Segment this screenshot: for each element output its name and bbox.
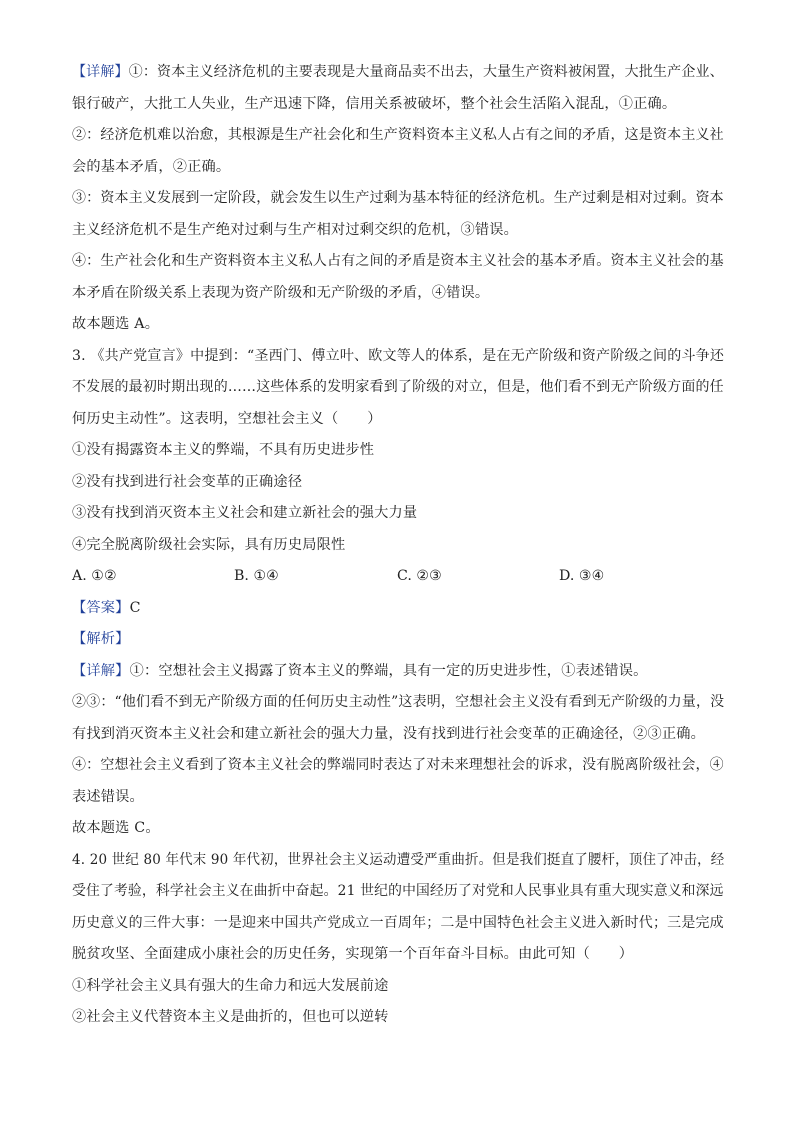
statement-2: ②没有找到进行社会变革的正确途径	[72, 474, 303, 490]
paragraph-line: ③：资本主义发展到一定阶段，就会发生以生产过剩为基本特征的经济危机。生产过剩是相对过剩。资本	[72, 190, 724, 206]
question-3-stem: 3. 《共产党宣言》中提到：“圣西门、傅立叶、欧文等人的体系，是在无产阶级和资产阶级之间的斗争还	[72, 348, 725, 364]
conclusion-line: 故本题选 A。	[72, 316, 160, 332]
statement-1: ①科学社会主义具有强大的生命力和远大发展前途	[72, 978, 389, 994]
paragraph-line	[72, 661, 724, 681]
conclusion-line: 故本题选 C。	[72, 820, 160, 836]
question-3-stem: 不发展的最初时期出现的……这些体系的发明家看到了阶级的对立，但是，他们看不到无产阶级方面的任	[72, 379, 724, 395]
statement-3: ③没有找到消灭资本主义社会和建立新社会的强大力量	[72, 505, 418, 521]
analysis-tag: 【解析】	[72, 631, 130, 647]
question-4-stem: 脱贫攻坚、全面建成小康社会的历史任务，实现第一个百年奋斗目标。由此可知（ ）	[72, 946, 634, 962]
paragraph-line: 主义经济危机不是生产绝对过剩与生产相对过剩交织的危机，③错误。	[72, 222, 519, 238]
option-a: A. ①②	[72, 568, 117, 584]
question-3-stem: 何历史主动性”。这表明，空想社会主义（ ）	[72, 411, 382, 427]
statement-1: ①没有揭露资本主义的弊端，不具有历史进步性	[72, 442, 375, 458]
statement-4: ④完全脱离阶级社会实际，具有历史局限性	[72, 537, 346, 553]
answer-line	[72, 598, 724, 618]
text-run: ①：资本主义经济危机的主要表现是大量商品卖不出去，大量生产资料被闲置，大批生产企业、	[128, 64, 724, 80]
paragraph-line: 本矛盾在阶级关系上表现为资产阶级和无产阶级的矛盾，④错误。	[72, 285, 490, 301]
answer-tag: 【答案】	[72, 600, 130, 616]
detail-tag: 【详解】	[72, 663, 130, 679]
option-b: B. ①④	[234, 568, 279, 584]
text-run: ①：空想社会主义揭露了资本主义的弊端，具有一定的历史进步性，①表述错误。	[129, 663, 648, 679]
question-4-stem: 历史意义的三件大事：一是迎来中国共产党成立一百周年；二是中国特色社会主义进入新时代；三是完成	[72, 915, 724, 931]
statement-2: ②社会主义代替资本主义是曲折的，但也可以逆转	[72, 1009, 389, 1025]
paragraph-line	[72, 62, 724, 82]
paragraph-line: 表述错误。	[72, 789, 144, 805]
paragraph-line: ②③：“他们看不到无产阶级方面的任何历史主动性”这表明，空想社会主义没有看到无产阶级的力量，没	[72, 694, 725, 710]
paragraph-line: 会的基本矛盾，②正确。	[72, 159, 231, 175]
detail-tag: 【详解】	[72, 64, 129, 80]
answer-value: C	[129, 600, 141, 616]
paragraph-line: 银行破产，大批工人失业，生产迅速下降，信用关系被破坏，整个社会生活陷入混乱，①正确。	[72, 96, 677, 112]
analysis-line	[72, 629, 724, 649]
paragraph-line: 有找到消灭资本主义社会和建立新社会的强大力量，没有找到进行社会变革的正确途径，②③正确。	[72, 726, 706, 742]
paragraph-line: ④：生产社会化和生产资料资本主义私人占有之间的矛盾是资本主义社会的基本矛盾。资本主义社会的基	[72, 253, 724, 269]
question-4-stem: 4. 20 世纪 80 年代末 90 年代初，世界社会主义运动遭受严重曲折。但是我们挺直了腰杆，顶住了冲击，经	[72, 852, 725, 868]
paragraph-line: ②：经济危机难以治愈，其根源是生产社会化和生产资料资本主义私人占有之间的矛盾，这是资本主义社	[72, 127, 724, 143]
option-c: C. ②③	[397, 568, 442, 584]
option-d: D. ③④	[559, 568, 605, 584]
paragraph-line: ④：空想社会主义看到了资本主义社会的弊端同时表达了对未来理想社会的诉求，没有脱离阶级社会，④	[72, 757, 724, 773]
question-4-stem: 受住了考验，科学社会主义在曲折中奋起。21 世纪的中国经历了对党和人民事业具有重大现实意义和深远	[72, 883, 724, 899]
